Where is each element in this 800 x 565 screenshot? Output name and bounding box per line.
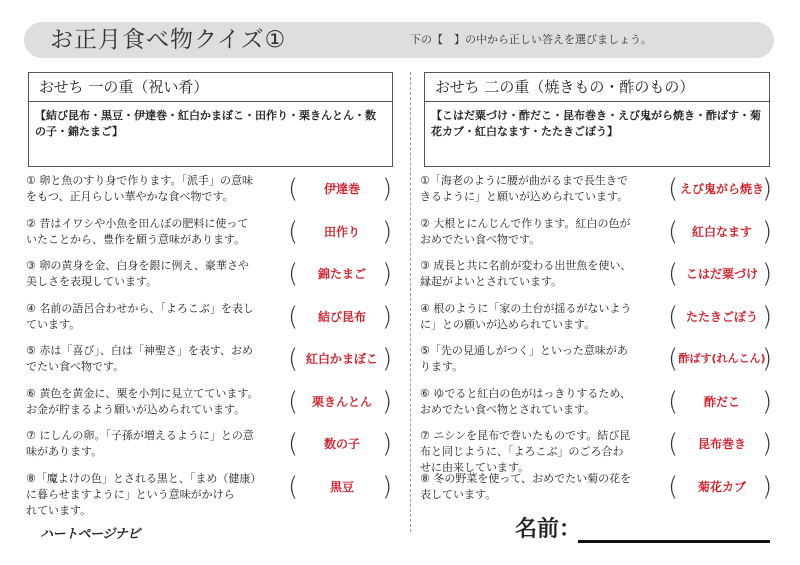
left-question-5 [28,343,393,386]
close-paren: ) [382,259,393,289]
question-text: ② 大根とにんじんで作ります。紅白の色が おめでたい食べ物です。 [420,216,631,246]
answer-field[interactable]: 伊達巻 [323,182,360,196]
close-paren: ) [762,429,773,459]
close-paren: ) [382,429,393,459]
open-paren: ( [288,216,299,247]
answer-field[interactable]: 菊花カブ [697,479,746,494]
left-question-7 [28,428,393,471]
close-paren: ) [382,216,393,247]
open-paren: ( [288,174,299,204]
open-paren: ( [288,344,299,374]
right-question-2 [420,216,773,259]
question-text: ② 昔はイワシや小魚を田んぼの肥料に使って いたことから、豊作を願う意味があります。 [26,216,249,246]
left-choices-box: 【結び昆布・黒豆・伊達巻・紅白かまぼこ・田作り・栗きんとん・数の子・錦たまご】 [28,101,393,167]
question-text: ⑦ ニシンを昆布で巻いたものです。結び昆 布と同じように、「よろこぶ」のごろ合わ せに由来しています。 [420,429,631,474]
open-paren: ( [668,216,679,247]
answer-field[interactable]: 黒豆 [329,479,354,494]
left-questions [26,173,393,517]
open-paren: ( [288,429,299,459]
open-paren: ( [668,174,679,204]
answer-field[interactable]: 結び昆布 [317,309,366,324]
right-question-4 [420,301,773,344]
close-paren: ) [762,259,773,289]
answer-field[interactable]: たたきごぼう [685,309,758,324]
question-text: ④ 名前の語呂合わせから、「よろこぶ」を表し ています。 [26,301,254,331]
close-paren: ) [762,174,773,204]
answer-field[interactable]: 錦たまご [317,267,366,281]
close-paren: ) [762,344,773,374]
open-paren: ( [668,429,679,459]
page-title: お正月食べ物クイズ① [50,27,287,53]
open-paren: ( [668,259,679,289]
close-paren: ) [382,471,393,502]
close-paren: ) [762,386,773,417]
open-paren: ( [288,471,299,502]
open-paren: ( [288,301,299,332]
question-text: ⑧ 冬の野菜を使って、おめでたい菊の花を 表しています。 [420,471,632,501]
open-paren: ( [288,386,299,417]
close-paren: ) [382,386,393,417]
site-logo: ハートページナビ [40,527,140,542]
question-text: ① 卵と魚のすり身で作ります。「派手」の意味 をもつ、正月らしい華やかな食べ物です。 [26,174,253,203]
left-column [26,72,393,517]
name-line[interactable] [578,540,770,543]
right-column [420,72,773,513]
right-question-5 [420,343,773,386]
answer-field[interactable]: 昆布巻き [697,437,746,451]
answer-field[interactable]: こはだ粟づけ [685,267,758,281]
answer-field[interactable]: 栗きんとん [311,394,372,409]
answer-field[interactable]: 酢だこ [703,394,740,409]
right-question-3 [420,258,773,301]
question-text: ③ 卵の黄身を金、白身を銀に例え、豪華さや 美しさを表現しています。 [26,259,250,288]
right-question-8 [420,471,773,514]
right-choices-box: 【こはだ粟づけ・酢だこ・昆布巻き・えび鬼がら焼き・酢ばす・菊花カブ・紅白なます・たたきごぼう】 [424,101,770,167]
open-paren: ( [668,386,679,417]
close-paren: ) [382,301,393,332]
left-question-3 [28,258,393,301]
left-question-8 [26,471,393,517]
question-text: ④ 根のように「家の土台が揺るがないよう に」との願いが込められています。 [420,301,632,331]
close-paren: ) [762,216,773,247]
right-question-1 [420,173,773,216]
left-question-4 [28,301,393,344]
question-text: ①「海老のように腰が曲がるまで長生きで きるように」と願いが込められています。 [420,174,629,203]
right-question-6 [420,386,773,429]
close-paren: ) [382,344,393,374]
answer-field[interactable]: 酢ばす(れんこん) [678,352,766,365]
question-text: ⑧「魔よけの色」とされる黒と、「まめ（健康） に暮らせますように」という意味がかけら れています。 [26,471,262,517]
open-paren: ( [668,301,679,332]
left-column-title: おせち 一の重（祝い肴） [28,72,393,101]
close-paren: ) [762,471,773,502]
question-text: ⑥ ゆでると紅白の色がはっきりするため、 おめでたい食べ物とされています。 [420,386,631,416]
question-text: ⑤「先の見通しがつく」といった意味があ ります。 [420,344,628,373]
answer-field[interactable]: 数の子 [323,437,360,451]
open-paren: ( [288,259,299,289]
answer-field[interactable]: 紅白かまぼこ [305,352,378,366]
question-text: ⑦ にしんの卵。「子孫が増えるように」との意 味があります。 [26,429,254,458]
open-paren: ( [668,344,679,374]
left-question-2 [28,216,393,259]
question-text: ⑤ 赤は「喜び」、白は「神聖さ」を表す、おめ でたい食べ物です。 [26,344,253,373]
column-divider [410,72,411,532]
close-paren: ) [382,174,393,204]
name-label: 名前： [515,517,582,542]
right-questions [420,173,773,513]
answer-field[interactable]: 紅白なます [691,224,752,239]
left-question-6 [28,386,393,429]
open-paren: ( [668,471,679,502]
answer-field[interactable]: えび鬼がら焼き [679,182,764,196]
right-question-7 [420,428,773,474]
question-text: ⑥ 黄色を黄金に、栗を小判に見立てています。 お金が貯まるよう願いが込められています。 [26,386,259,416]
right-column-title: おせち 二の重（焼きもの・酢のもの） [424,72,770,101]
answer-field[interactable]: 田作り [323,224,360,239]
instruction-text: 下の【 】の中から正しい答えを選びましょう。 [410,33,652,46]
close-paren: ) [762,301,773,332]
question-text: ③ 成長と共に名前が変わる出世魚を使い、 縁起がよいとされています。 [420,259,632,288]
left-question-1 [28,173,393,216]
